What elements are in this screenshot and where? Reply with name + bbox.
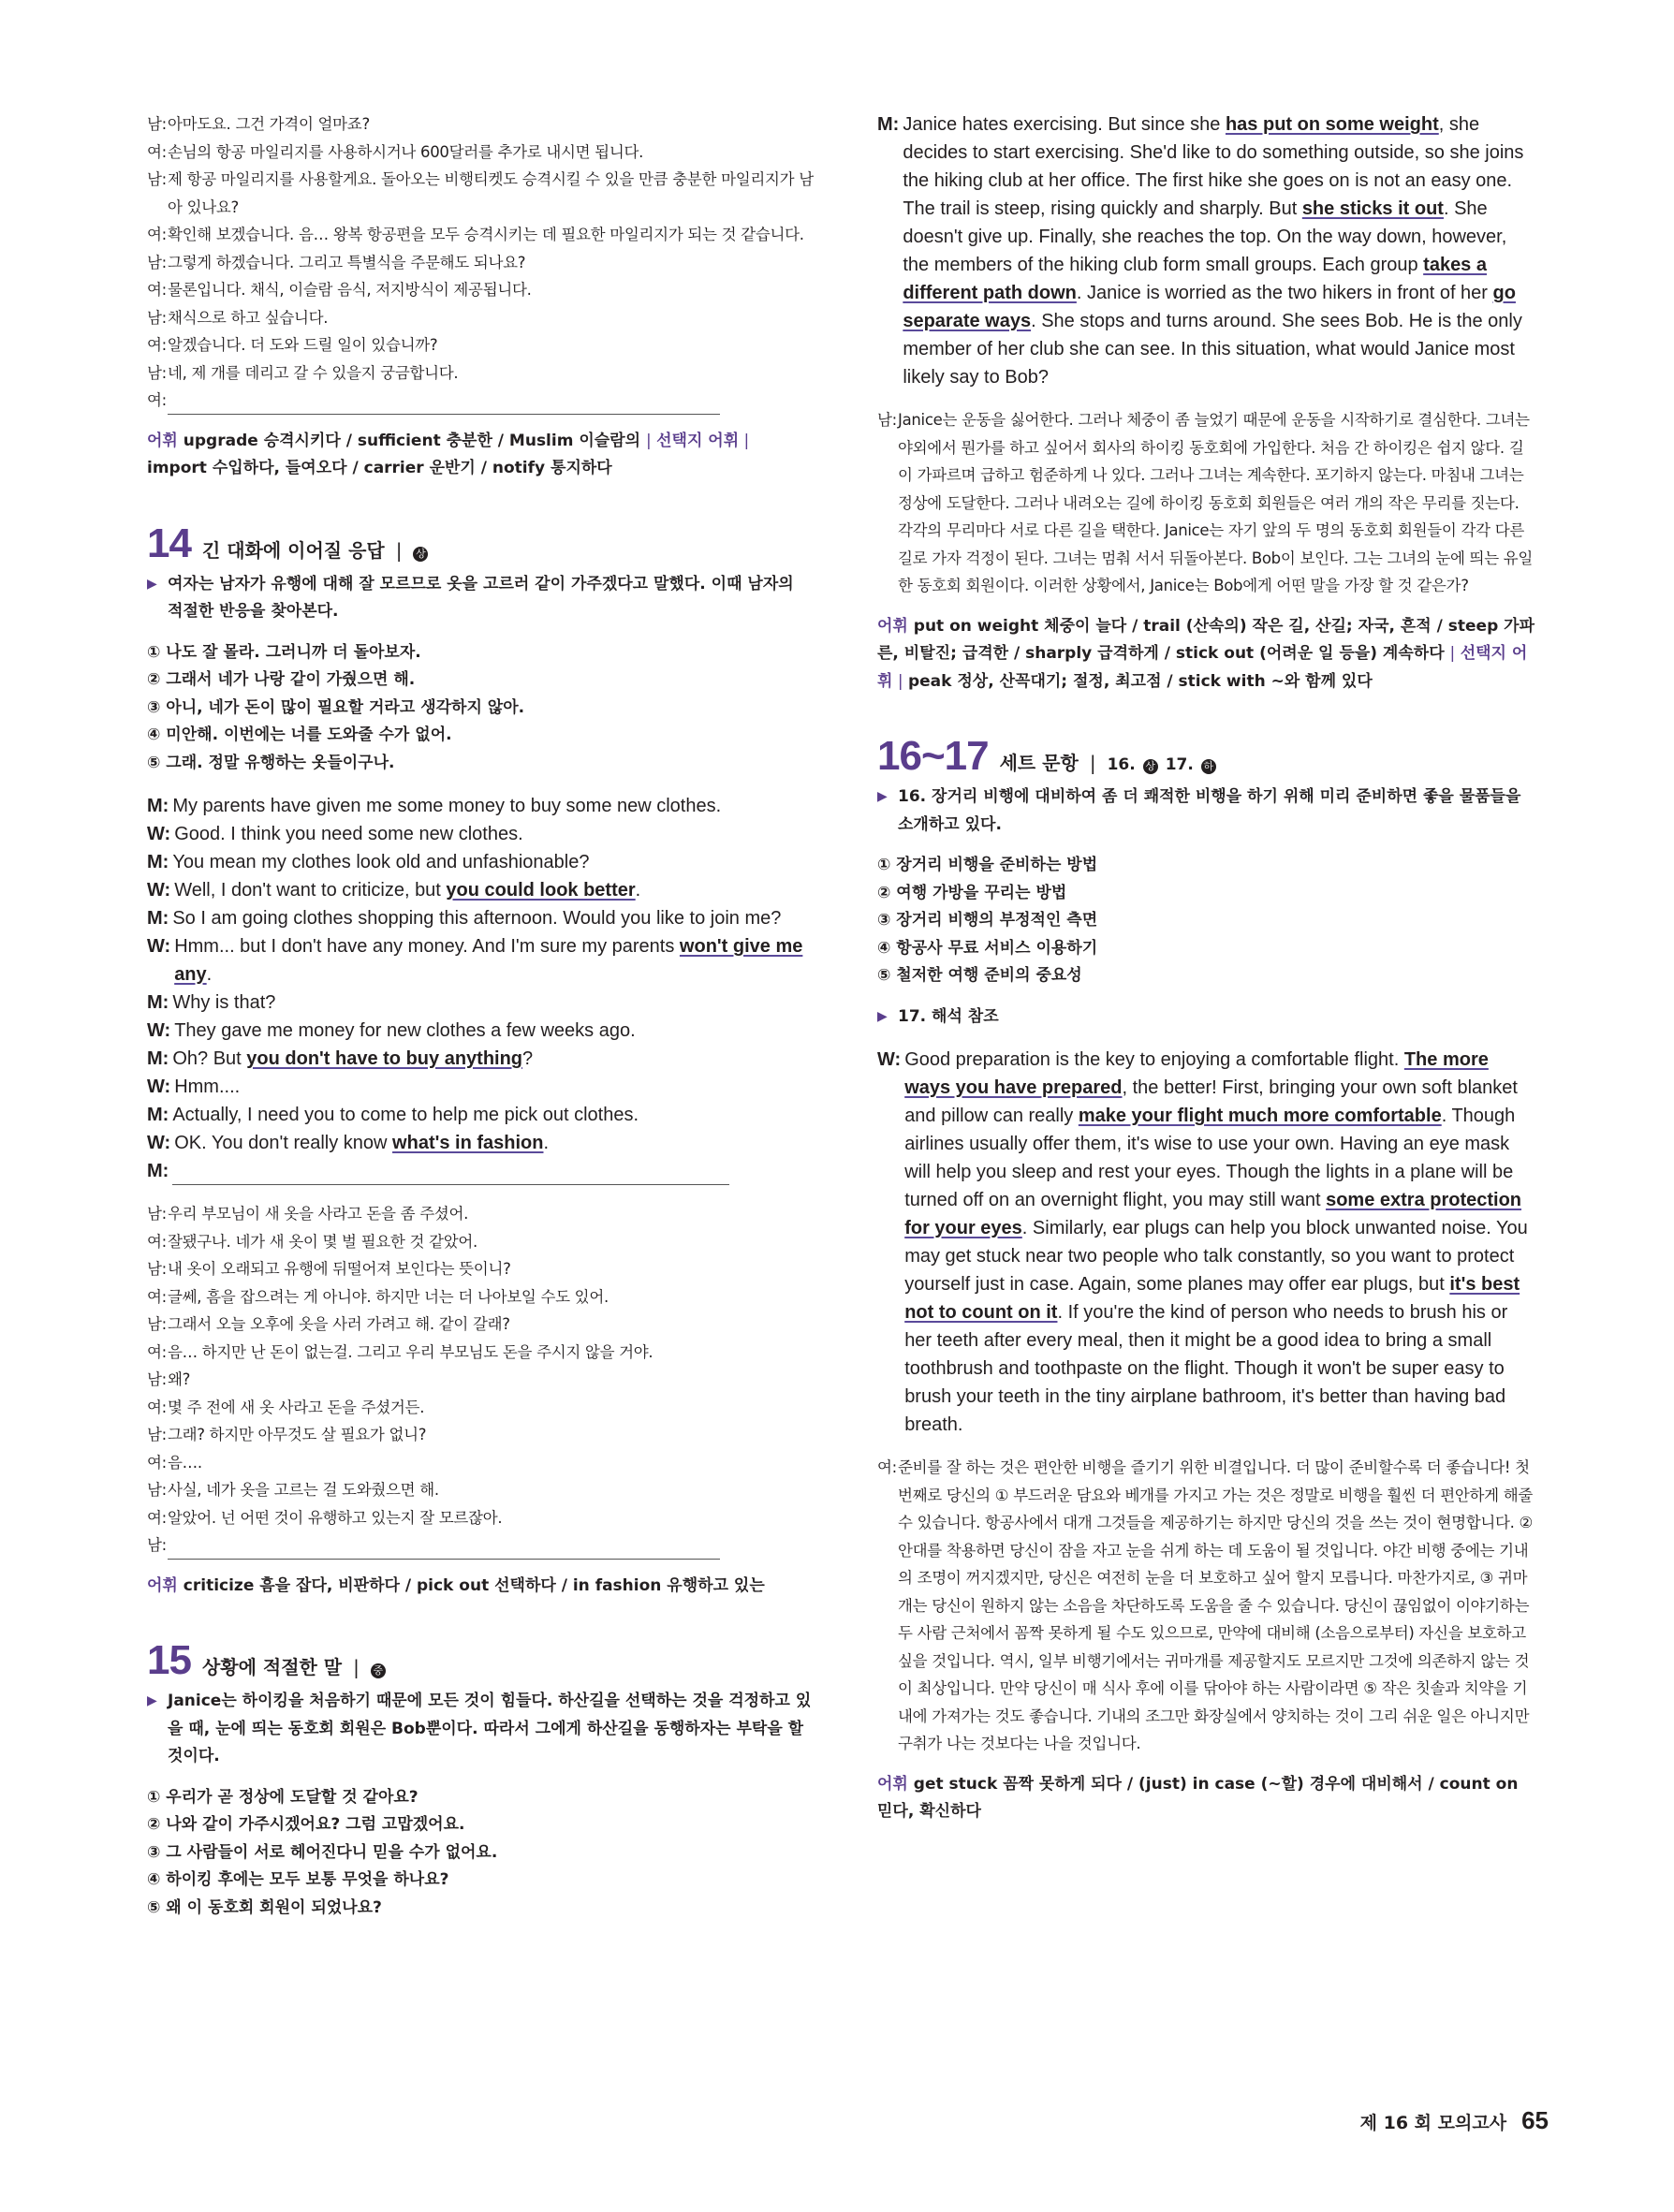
arrow-icon: ▶ bbox=[877, 1008, 888, 1024]
dialogue-line: 여: 음…. bbox=[147, 1453, 202, 1472]
q15-header: 15 상황에 적절한 말 | 중 bbox=[147, 1637, 814, 1684]
arrow-icon: ▶ bbox=[147, 1693, 157, 1708]
answer-choice: ③ 장거리 비행의 부정적인 측면 bbox=[877, 911, 1098, 930]
answer-choice: ③ 그 사람들이 서로 헤어진다니 믿을 수가 없어요. bbox=[147, 1842, 498, 1862]
dialogue-line: 여: 물론입니다. 채식, 이슬람 음식, 저지방식이 제공됩니다. bbox=[147, 281, 532, 299]
dialogue-line: 여: 몇 주 전에 새 옷 사라고 돈을 주셨거든. bbox=[147, 1398, 425, 1416]
q15-title: 상황에 적절한 말 bbox=[201, 1656, 343, 1678]
q13-korean-translation bbox=[147, 110, 814, 415]
q15-script bbox=[877, 110, 1534, 391]
arrow-icon: ▶ bbox=[147, 576, 157, 592]
q15-korean-translation: 남: Janice는 운동을 싫어한다. 그러나 체중이 좀 늘었기 때문에 운동을 시작하기로 결심한다. 그녀는 야외에서 뭔가를 하고 싶어서 회사의 하이킹 동호회에 가입한다. 처음 간 하이킹은 쉽지 않다. 길이 가파르며 급하고 험준하게 나 있다. 그러나 그녀는 계속한다. 포기하지 않는다. 마침내 그녀는 정상에 도달한다. 그러나 내려오는 길에 하이킹 동호회 회원들은 여러 개의 작은 무리를 짓는다. 각각의 무리마다 서로 다른 길을 택한다. Janice는 자기 앞의 두 명의 동호회 회원들이 각각 다른 길로 가자 걱정이 된다. 그녀는 멈춰 서서 뒤돌아본다. Bob이 보인다. 그는 그녀의 눈에 띄는 유일한 동호회 회원이다. 이러한 상황에서, Janice는 Bob에게 어떤 말을 가장 할 것 같은가? bbox=[877, 411, 1534, 594]
dialogue-line: 남: 그래? 하지만 아무것도 살 필요가 없니? bbox=[147, 1426, 427, 1443]
dialogue-line: 여: 알았어. 넌 어떤 것이 유행하고 있는지 잘 모르잖아. bbox=[147, 1508, 503, 1527]
dialogue-line: 남: 사실, 네가 옷을 고르는 걸 도와줬으면 해. bbox=[147, 1481, 439, 1499]
dialogue-line: 여: 글쎄, 흠을 잡으려는 게 아니야. 하지만 너는 더 나아보일 수도 있어. bbox=[147, 1287, 609, 1306]
q14-choices bbox=[147, 639, 814, 778]
dialogue-line: W: Good preparation is the key to enjoying a comfortable flight. The more ways you have prepared, the better! First, bringing your own soft blanket and pillow can really make your flight much more comfortable. Though airlines usually offer them, it's wise to use your own. Having an eye mask will help you sleep and rest your eyes. Though the lights in a plane will be turned off on an overnight flight, you may still want some extra protection for your eyes. Similarly, ear plugs can help you block unwanted noise. You may get stuck near two people who talk constantly, so you want to protect yourself just in case. Again, some planes may offer ear plugs, but it's best not to count on it. If you're the kind of person who needs to brush his or her teeth after every meal, then it might be a good idea to bring a small toothbrush and toothpaste on the flight. Though it won't be super easy to brush your teeth in the tiny airplane bathroom, it's better than having bad breath. bbox=[877, 1049, 1528, 1435]
q16-17-script bbox=[877, 1046, 1534, 1439]
right-column bbox=[877, 110, 1534, 1826]
q14-number: 14 bbox=[147, 520, 191, 566]
answer-choice: ④ 미안해. 이번에는 너를 도와줄 수가 없어. bbox=[147, 725, 452, 744]
dialogue-line: 남: 제 항공 마일리지를 사용할게요. 돌아오는 비행티켓도 승격시킬 수 있을 만큼 충분한 마일리지가 남아 있나요? bbox=[147, 170, 814, 216]
dialogue-line: 남: 아마도요. 그건 가격이 얼마죠? bbox=[147, 115, 370, 133]
dialogue-line: 여: bbox=[147, 387, 814, 415]
dialogue-line: W: Well, I don't want to criticize, but you could look better. bbox=[147, 880, 641, 901]
dialogue-line: M: Janice hates exercising. But since she has put on some weight, she decides to start exercising. She'd like to do something outside, so she joins the hiking club at her office. The first hike she goes on is not an easy one. The trail is steep, rising quickly and sharply. But she sticks it out. She doesn't give up. Finally, she reaches the top. On the way down, however, the members of the hiking club form small groups. Each group takes a different path down. Janice is worried as the two hikers in front of her go separate ways. She stops and turns around. She sees Bob. He is the only member of her club she can see. In this situation, what would Janice most likely say to Bob? bbox=[877, 114, 1524, 388]
dialogue-line: 남: 내 옷이 오래되고 유행에 뒤떨어져 보인다는 뜻이니? bbox=[147, 1260, 511, 1278]
answer-choice: ② 나와 같이 가주시겠어요? 그럼 고맙겠어요. bbox=[147, 1815, 465, 1834]
q14-script bbox=[147, 792, 814, 1185]
q16-17-number: 16~17 bbox=[877, 733, 989, 779]
answer-choice: ④ 항공사 무료 서비스 이용하기 bbox=[877, 938, 1098, 958]
answer-choice: ① 나도 잘 몰라. 그러니까 더 돌아보자. bbox=[147, 642, 421, 662]
q16-17-korean-translation: 여: 준비를 잘 하는 것은 편안한 비행을 즐기기 위한 비결입니다. 더 많이 준비할수록 더 좋습니다! 첫 번째로 당신의 ① 부드러운 담요와 베개를 가지고 가는 것은 정말로 비행을 훨씬 더 편안하게 해줄 수 있습니다. 항공사에서 대개 그것들을 제공하기는 하지만 당신의 것을 쓰는 것이 현명합니다. ② 안대를 착용하면 당신이 잠을 자고 눈을 쉬게 하는 데 도움이 될 것입니다. 야간 비행 중에는 기내의 조명이 꺼지겠지만, 당신은 여전히 눈을 더 보호하고 싶어 할지 모릅니다. 마찬가지로, ③ 귀마개는 당신이 원하지 않는 소음을 차단하도록 도움을 줄 수 있습니다. 당신이 끊임없이 이야기하는 두 사람 근처에서 꼼짝 못하게 될 수도 있으므로, 만약에 대비해 (소음으로부터) 자신을 보호하고 싶을 것입니다. 역시, 일부 비행기에서는 귀마개를 제공할지도 모르지만 그것에 의존하지 않는 것이 최상입니다. 만약 당신이 매 식사 후에 이를 닦아야 하는 사람이라면 ⑤ 작은 칫솔과 치약을 기내에 가져가는 것도 좋습니다. 기내의 조그만 화장실에서 양치하는 것이 그리 쉬운 일은 아니지만 구취가 나는 것보다는 나을 것입니다. bbox=[877, 1458, 1534, 1752]
dialogue-line: W: Good. I think you need some new clothes. bbox=[147, 824, 523, 844]
dialogue-line: 남: 그래서 오늘 오후에 옷을 사러 가려고 해. 같이 갈래? bbox=[147, 1315, 510, 1333]
answer-choice: ⑤ 그래. 정말 유행하는 옷들이구나. bbox=[147, 753, 395, 772]
difficulty-icon: 상 bbox=[413, 547, 428, 562]
answer-choice: ② 그래서 네가 나랑 같이 가줬으면 해. bbox=[147, 670, 416, 689]
answer-choice: ② 여행 가방을 꾸리는 방법 bbox=[877, 883, 1067, 902]
dialogue-line: 여: 손님의 항공 마일리지를 사용하시거나 600달러를 추가로 내시면 됩니다. bbox=[147, 142, 644, 161]
dialogue-line: W: They gave me money for new clothes a few weeks ago. bbox=[147, 1020, 636, 1041]
difficulty-icon: 하 bbox=[1201, 759, 1216, 774]
q15-choices bbox=[147, 1784, 814, 1923]
difficulty-icon: 상 bbox=[1143, 759, 1158, 774]
dialogue-line: M: Why is that? bbox=[147, 992, 276, 1013]
page-number: 65 bbox=[1521, 2106, 1549, 2134]
dialogue-line: 여: 확인해 보겠습니다. 음… 왕복 항공편을 모두 승격시키는 데 필요한 마일리지가 되는 것 같습니다. bbox=[147, 226, 804, 243]
dialogue-line: M: bbox=[147, 1157, 814, 1185]
q15-explanation: ▶ Janice는 하이킹을 처음하기 때문에 모든 것이 힘들다. 하산길을 선택하는 것을 걱정하고 있을 때, 눈에 띄는 동호회 회원은 Bob뿐이다. 따라서 그에게 하산길을 동행하자는 부탁을 할 것이다. bbox=[147, 1688, 814, 1771]
q16-explanation: ▶ 16. 장거리 비행에 대비하여 좀 더 쾌적한 비행을 하기 위해 미리 준비하면 좋을 물품들을 소개하고 있다. bbox=[877, 784, 1534, 839]
q13-vocab: 어휘 upgrade 승격시키다 / sufficient 충분한 / Muslim 이슬람의 | 선택지 어휘 | import 수입하다, 들여오다 / carrier 운반기 / notify 통지하다 bbox=[147, 431, 750, 477]
dialogue-line: W: Hmm... but I don't have any money. And I'm sure my parents won't give me any. bbox=[147, 936, 803, 985]
dialogue-line: 남: 네, 제 개를 데리고 갈 수 있을지 궁금합니다. bbox=[147, 363, 459, 382]
dialogue-line: 여: 알겠습니다. 더 도와 드릴 일이 있습니까? bbox=[147, 336, 438, 354]
dialogue-line: 남: bbox=[147, 1531, 814, 1560]
q15-number: 15 bbox=[147, 1637, 191, 1683]
answer-blank bbox=[168, 1542, 720, 1560]
q16-17-header: 16~17 세트 문항 | 16. 상 17. 하 bbox=[877, 733, 1534, 780]
dialogue-line: 남: 우리 부모님이 새 옷을 사라고 돈을 좀 주셨어. bbox=[147, 1205, 469, 1223]
answer-choice: ⑤ 왜 이 동호회 회원이 되었나요? bbox=[147, 1897, 382, 1917]
dialogue-line: 여: 잘됐구나. 네가 새 옷이 몇 벌 필요한 것 같았어. bbox=[147, 1232, 477, 1251]
dialogue-line: M: You mean my clothes look old and unfashionable? bbox=[147, 852, 590, 872]
dialogue-line: W: Hmm.... bbox=[147, 1077, 241, 1097]
q16-choices bbox=[877, 852, 1534, 990]
answer-choice: ③ 아니, 네가 돈이 많이 필요할 거라고 생각하지 않아. bbox=[147, 697, 525, 717]
dialogue-line: M: Actually, I need you to come to help me pick out clothes. bbox=[147, 1105, 639, 1125]
q14-title: 긴 대화에 이어질 응답 bbox=[201, 538, 385, 562]
q15-vocab: 어휘 put on weight 체중이 늘다 / trail (산속의) 작은 길, 산길; 자국, 흔적 / steep 가파른, 비탈진; 급격한 / sharply 급격하게 / stick out (어려운 일 등을) 계속하다 | 선택지 어휘 | peak 정상, 산꼭대기; 절정, 최고점 / stick with ~와 함께 있다 bbox=[877, 616, 1534, 691]
dialogue-line: 여: 음… 하지만 난 돈이 없는걸. 그리고 우리 부모님도 돈을 주시지 않을 거야. bbox=[147, 1342, 653, 1361]
dialogue-line: 남: 왜? bbox=[147, 1370, 191, 1388]
q17-explanation: ▶ 17. 해석 참조 bbox=[877, 1003, 1534, 1032]
dialogue-line: M: So I am going clothes shopping this afternoon. Would you like to join me? bbox=[147, 908, 782, 929]
left-column bbox=[147, 110, 814, 1922]
answer-choice: ① 장거리 비행을 준비하는 방법 bbox=[877, 856, 1098, 874]
arrow-icon: ▶ bbox=[877, 789, 888, 804]
answer-choice: ① 우리가 곧 정상에 도달할 것 같아요? bbox=[147, 1787, 418, 1807]
dialogue-line: M: Oh? But you don't have to buy anything? bbox=[147, 1048, 534, 1069]
q14-explanation: ▶ 여자는 남자가 유행에 대해 잘 모르므로 옷을 고르러 같이 가주겠다고 말했다. 이때 남자의 적절한 반응을 찾아본다. bbox=[147, 571, 814, 626]
q16-17-vocab: 어휘 get stuck 꼼짝 못하게 되다 / (just) in case (~할) 경우에 대비해서 / count on 믿다, 확신하다 bbox=[877, 1774, 1519, 1821]
q14-header: 14 긴 대화에 이어질 응답 | 상 bbox=[147, 520, 814, 567]
answer-blank bbox=[168, 397, 720, 415]
page-footer bbox=[1360, 2106, 1549, 2135]
dialogue-line: M: My parents have given me some money to buy some new clothes. bbox=[147, 796, 722, 816]
dialogue-line: 남: 그렇게 하겠습니다. 그리고 특별식을 주문해도 되나요? bbox=[147, 253, 526, 271]
answer-choice: ④ 하이킹 후에는 모두 보통 무엇을 하나요? bbox=[147, 1870, 449, 1889]
q14-korean-translation bbox=[147, 1200, 814, 1560]
dialogue-line: 남: 채식으로 하고 싶습니다. bbox=[147, 308, 329, 327]
q14-vocab: 어휘 criticize 흠을 잡다, 비판하다 / pick out 선택하다 / in fashion 유행하고 있는 bbox=[147, 1575, 765, 1595]
answer-blank bbox=[172, 1167, 729, 1185]
difficulty-icon: 중 bbox=[371, 1663, 386, 1678]
answer-choice: ⑤ 철저한 여행 준비의 중요성 bbox=[877, 966, 1082, 985]
footer-title: 제 16 회 모의고사 bbox=[1359, 2113, 1507, 2133]
dialogue-line: W: OK. You don't really know what's in fashion. bbox=[147, 1133, 550, 1153]
q16-17-title: 세트 문항 bbox=[999, 752, 1079, 774]
